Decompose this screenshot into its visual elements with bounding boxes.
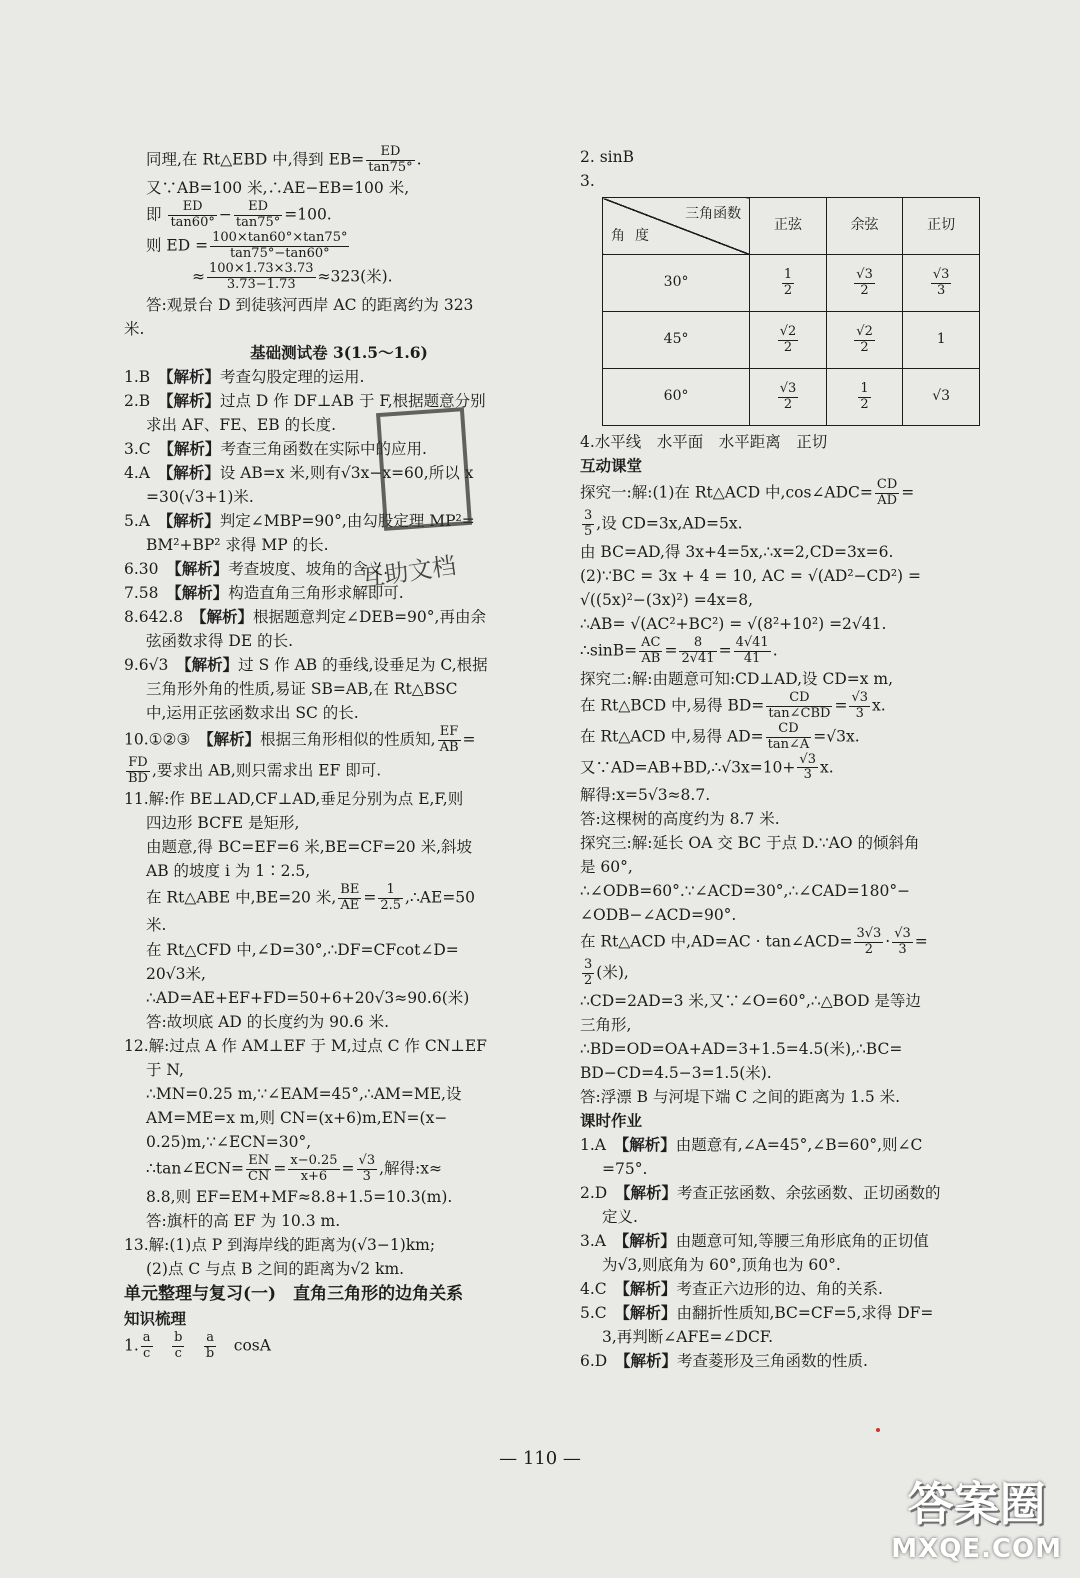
table-cell: 1 — [903, 312, 980, 369]
line: ∴BD=OD=OA+AD=3+1.5=4.5(米),∴BC= — [580, 1040, 903, 1059]
answer-item: 2.D 【解析】考查正弦函数、余弦函数、正切函数的 — [580, 1183, 941, 1203]
line: 探究二:解:由题意可知:CD⊥AD,设 CD=x m, — [580, 669, 894, 688]
table-cell: $\frac{√2}{2}$ — [750, 312, 827, 369]
answer-item: 11.解:作 BE⊥AD,CF⊥AD,垂足分别为点 E,F,则 — [124, 789, 464, 808]
answer-item: 1.B 【解析】考查勾股定理的运用. — [124, 366, 365, 386]
line: 探究一:解:(1)在 Rt△ACD 中,cos∠ADC= $\frac{CD}{AD}$ = — [580, 477, 915, 508]
table-cell: 45° — [603, 312, 750, 369]
answer-item: 8.642.8 【解析】根据题意判定∠DEB=90°,再由余 — [124, 606, 486, 626]
answer-item: 5.A 【解析】判定∠MBP=90°,由勾股定理 MP²= — [124, 510, 475, 530]
line: ∴∠ODB=60°.∵∠ACD=30°,∴∠CAD=180°− — [580, 882, 911, 901]
line: BD−CD=4.5−3=1.5(米). — [580, 1064, 772, 1083]
answer-item: 3.C 【解析】考查三角函数在实际中的应用. — [124, 438, 427, 458]
section-title: 基础测试卷 3(1.5～1.6) — [250, 342, 428, 362]
line: 在 Rt△ABE 中,BE=20 米, $\frac{BE}{AE}$ = $\frac{1}{2.5}$ ,∴AE=50 — [146, 881, 476, 913]
line: 在 Rt△CFD 中,∠D=30°,∴DF=CFcot∠D= — [146, 940, 459, 959]
page-number: — 110 — — [499, 1448, 581, 1469]
line: 中,运用正弦函数求出 SC 的长. — [146, 703, 359, 722]
line: AM=ME=x m,则 CN=(x+6)m,EN=(x− — [146, 1108, 448, 1127]
line: 答:浮漂 B 与河堤下端 C 之间的距离为 1.5 米. — [580, 1088, 901, 1107]
trig-table — [602, 197, 980, 426]
table-row — [603, 312, 980, 369]
right-column — [580, 145, 980, 1373]
table-header: 正弦 — [750, 198, 827, 255]
watermark-logo: 答案圈 MXQE.COM — [891, 1477, 1062, 1564]
line: ≈ $\frac{100\times 1.73\times 3.73}{3.73-1.73}$ ≈323(米). — [192, 260, 393, 292]
table-cell: $\frac{√2}{2}$ — [826, 312, 903, 369]
table-header: 余弦 — [826, 198, 903, 255]
red-dot — [876, 1428, 880, 1432]
line: 答:观景台 D 到徒骇河西岸 AC 的距离约为 323 — [146, 295, 474, 314]
answer-item: 4.C 【解析】考查正六边形的边、角的关系. — [580, 1279, 883, 1299]
line: 米. — [146, 916, 167, 935]
line: 答:旗杆的高 EF 为 10.3 m. — [146, 1211, 341, 1230]
line: ∴tan∠ECN= $\frac{EN}{CN}$ = $\frac{x-0.25}{x+6}$ = $\frac{√3}{3}$ ,解得:x≈ — [146, 1152, 442, 1184]
line: 由题意,得 BC=EF=6 米,BE=CF=20 米,斜坡 — [146, 837, 473, 856]
subsection-title: 互动课堂 — [580, 456, 643, 476]
line: 答:故坝底 AD 的长度约为 90.6 米. — [146, 1012, 389, 1031]
line: BM²+BP² 求得 MP 的长. — [146, 535, 329, 554]
left-column — [124, 145, 554, 1362]
line: $\frac{FD}{BD}$ ,要求出 AB,则只需求出 EF 即可. — [128, 754, 382, 786]
answer-item: 13.解:(1)点 P 到海岸线的距离为(√3−1)km; — [124, 1235, 436, 1254]
line: =75°. — [602, 1160, 648, 1179]
answer-item: 6.D 【解析】考查菱形及三角函数的性质. — [580, 1351, 868, 1371]
table-row — [603, 255, 980, 312]
line: 于 N, — [146, 1060, 184, 1079]
table-cell: 60° — [603, 369, 750, 426]
table-header: 正切 — [903, 198, 980, 255]
line: 由 BC=AD,得 3x+4=5x,∴x=2,CD=3x=6. — [580, 542, 894, 561]
subsection-title: 课时作业 — [580, 1111, 643, 1131]
answer-item: 3.A 【解析】由题意可知,等腰三角形底角的正切值 — [580, 1231, 929, 1251]
table-corner: 三角函数 角度 — [603, 198, 750, 255]
line: 解得:x=5√3≈8.7. — [580, 786, 711, 805]
answer-item: 2. sinB — [580, 148, 635, 166]
line: 定义. — [602, 1208, 638, 1227]
line: (2)∵BC = 3x + 4 = 10, AC = √(AD²−CD²) = — [580, 566, 922, 585]
answer-item: 1. $\frac{a}{c}$ $\frac{b}{c}$ $\frac{a}{b}$ cosA — [124, 1329, 271, 1361]
line: 弦函数求得 DE 的长. — [146, 631, 294, 650]
table-cell: $\frac{1}{2}$ — [826, 369, 903, 426]
line: 米. — [124, 319, 145, 338]
answer-item: 4.A 【解析】设 AB=x 米,则有√3x−x=60,所以 x — [124, 462, 474, 482]
line: ∴AD=AE+EF+FD=50+6+20√3≈90.6(米) — [146, 988, 470, 1007]
table-cell: $\frac{√3}{3}$ — [903, 255, 980, 312]
line: 在 Rt△BCD 中,易得 BD= $\frac{CD}{\text{tan∠CBD}}$ = $\frac{√3}{3}$ x. — [580, 689, 886, 721]
line: ∴AB= √(AC²+BC²) = √(8²+10²) =2√41. — [580, 614, 887, 633]
line: 在 Rt△ACD 中,易得 AD= $\frac{CD}{\tan\angle A}$ =√3x. — [580, 720, 860, 752]
line: $\frac{3}{2}$ (米), — [584, 957, 629, 989]
answer-item: 5.C 【解析】由翻折性质知,BC=CF=5,求得 DF= — [580, 1303, 934, 1323]
line: 探究三:解:延长 OA 交 BC 于点 D.∵AO 的倾斜角 — [580, 834, 920, 853]
line: $\frac{3}{5}$ ,设 CD=3x,AD=5x. — [584, 507, 743, 539]
line: ∴sinB= $\frac{AC}{AB}$ = $\frac{8}{2√41}$ = $\frac{4√41}{41}$ . — [580, 634, 778, 666]
subsection-title: 知识梳理 — [124, 1308, 187, 1328]
stamp-text: 互助文档 — [358, 551, 458, 593]
line: 8.8,则 EF=EM+MF≈8.8+1.5=10.3(m). — [146, 1187, 453, 1206]
line: ∴MN=0.25 m,∵∠EAM=45°,∴AM=ME,设 — [146, 1084, 462, 1103]
answer-item: 10.①②③ 【解析】根据三角形相似的性质知, $\frac{EF}{AB}$ = — [124, 723, 476, 755]
answer-item: 1.A 【解析】由题意有,∠A=45°,∠B=60°,则∠C — [580, 1135, 923, 1155]
line: 是 60°, — [580, 858, 633, 877]
line: =30(√3+1)米. — [146, 487, 254, 506]
line: AB 的坡度 i 为 1∶2.5, — [146, 861, 311, 880]
answer-item: 2.B 【解析】过点 D 作 DF⊥AB 于 F,根据题意分别 — [124, 390, 486, 410]
line: 为√3,则底角为 60°,顶角也为 60°. — [602, 1256, 841, 1275]
line: 同理,在 Rt△EBD 中,得到 EB= $\frac{ED}{\tan 75^\circ}$ . — [146, 144, 422, 175]
line: ∴CD=2AD=3 米,又∵∠O=60°,∴△BOD 是等边 — [580, 992, 921, 1011]
table-cell: $\frac{1}{2}$ — [750, 255, 827, 312]
unit-title: 单元整理与复习(一) 直角三角形的边角关系 — [124, 1283, 464, 1304]
line: 求出 AF、FE、EB 的长度. — [146, 415, 337, 434]
table-cell: 30° — [603, 255, 750, 312]
answer-item: 12.解:过点 A 作 AM⊥EF 于 M,过点 C 作 CN⊥EF — [124, 1036, 487, 1055]
line: 则 ED = $\frac{100\times\tan 60^\circ\times\tan 75^\circ}{\tan 75^\circ-\tan 60^\circ}$ — [146, 229, 348, 261]
line: 三角形外角的性质,易证 SB=AB,在 Rt△BSC — [146, 679, 458, 698]
table-cell: $\frac{√3}{2}$ — [750, 369, 827, 426]
line: √((5x)²−(3x)²) =4x=8, — [580, 590, 754, 609]
line: 答:这棵树的高度约为 8.7 米. — [580, 810, 780, 829]
line: 四边形 BCFE 是矩形, — [146, 813, 300, 832]
table-cell: $\frac{√3}{2}$ — [826, 255, 903, 312]
line: 即 $\frac{ED}{\tan 60^\circ}$ − $\frac{ED}{\tan 75^\circ}$ =100. — [146, 198, 332, 230]
answer-item: 9.6√3 【解析】过 S 作 AB 的垂线,设垂足为 C,根据 — [124, 654, 488, 674]
answer-item: 6.30 【解析】考查坡度、坡角的含义. — [124, 558, 389, 578]
table-cell: √3 — [903, 369, 980, 426]
answer-item: 4.水平线 水平面 水平距离 正切 — [580, 433, 828, 452]
line: 0.25)m,∵∠ECN=30°, — [146, 1132, 312, 1151]
answer-item: 7.58 【解析】构造直角三角形求解即可. — [124, 582, 404, 602]
line: ∠ODB−∠ACD=90°. — [580, 906, 737, 925]
answer-item: 3. — [580, 172, 595, 191]
line: 在 Rt△ACD 中,AD=AC · tan∠ACD= $\frac{3√3}{2}$ · $\frac{√3}{3}$ = — [580, 926, 928, 958]
stamp-mark — [376, 407, 472, 531]
line: (2)点 C 与点 B 之间的距离为√2 km. — [146, 1259, 405, 1278]
line: 20√3米, — [146, 964, 206, 983]
line: 又∵AB=100 米,∴AE−EB=100 米, — [146, 178, 410, 197]
table-row — [603, 369, 980, 426]
line: 3,再判断∠AFE=∠DCF. — [602, 1328, 774, 1347]
line: 三角形, — [580, 1016, 632, 1035]
line: 又∵AD=AB+BD,∴√3x=10+ $\frac{√3}{3}$ x. — [580, 751, 834, 783]
